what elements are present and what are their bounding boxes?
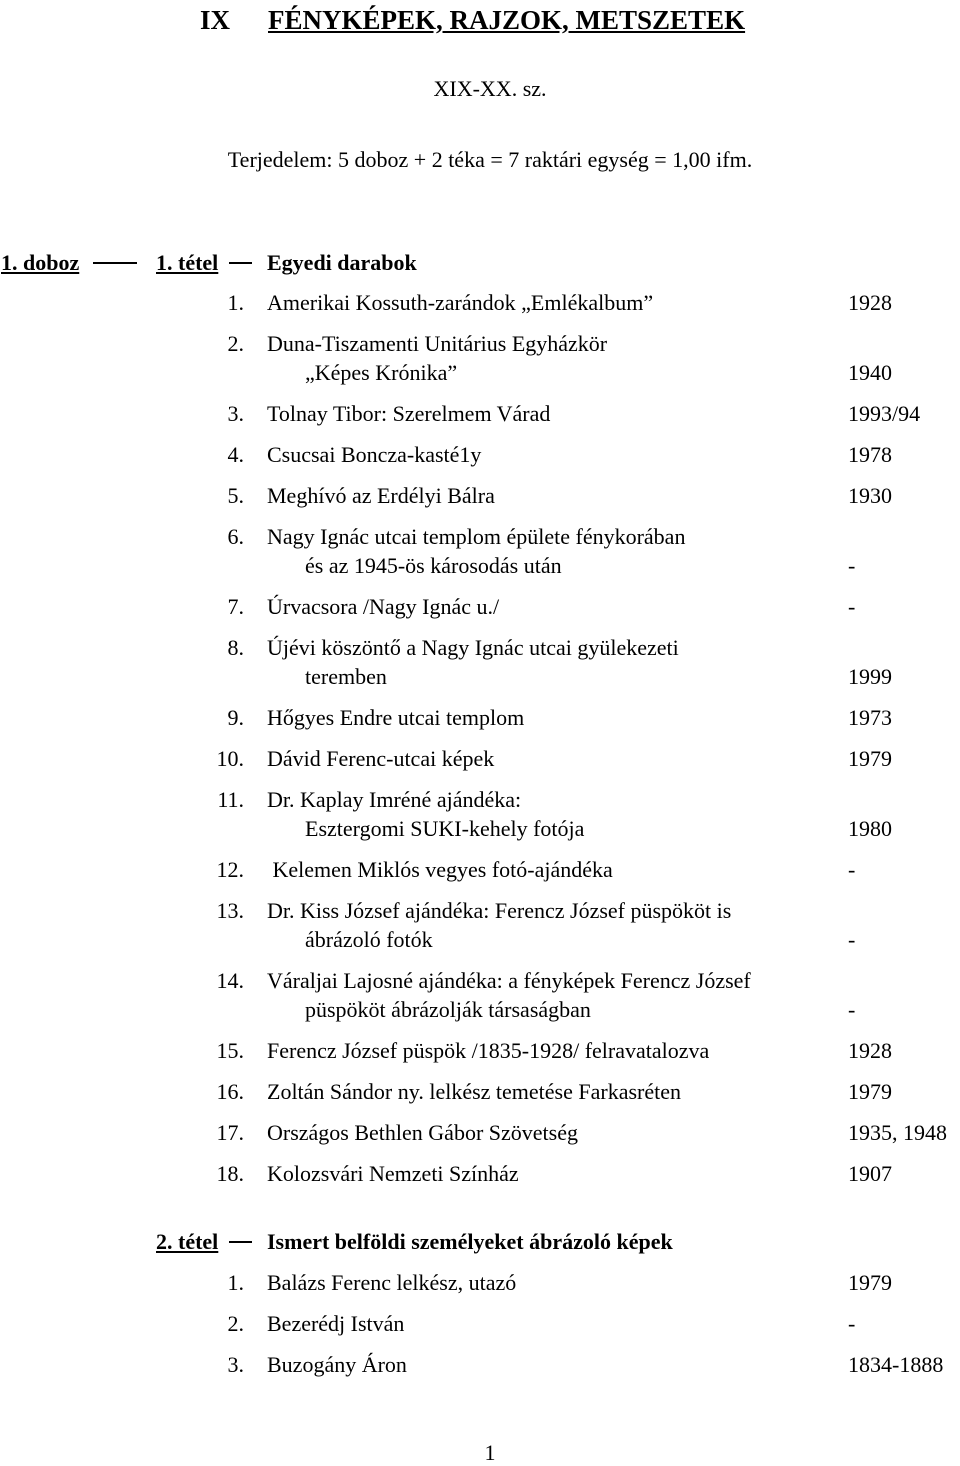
item-year: 1834-1888: [848, 1352, 944, 1377]
item-number: 8.: [227, 635, 244, 660]
item-description: Buzogány Áron: [267, 1352, 407, 1377]
item-description: Újévi köszöntő a Nagy Ignác utcai gyülekezeti: [267, 635, 679, 660]
list-item: [0, 1118, 960, 1147]
item-number: 5.: [227, 483, 244, 508]
list-item: [0, 855, 960, 884]
item-number: 13.: [216, 898, 244, 923]
item-year: 1940: [848, 360, 892, 385]
list-item: [0, 1309, 960, 1338]
item-number: 7.: [227, 594, 244, 619]
item-number: 2.: [227, 1311, 244, 1336]
item-year: 1973: [848, 705, 892, 730]
list-item: [0, 1350, 960, 1379]
item-year: 1993/94: [848, 401, 921, 426]
chapter-title: FÉNYKÉPEK, RAJZOK, METSZETEK: [268, 5, 746, 35]
item-description: Hőgyes Endre utcai templom: [267, 705, 525, 730]
item-number: 1.: [227, 1270, 244, 1295]
item-number: 15.: [216, 1038, 244, 1063]
item-number: 4.: [227, 442, 244, 467]
item-description: „Képes Krónika”: [305, 360, 458, 385]
chapter-heading: [200, 0, 920, 40]
section-title: Egyedi darabok: [267, 250, 417, 275]
section-title: Ismert belföldi személyeket ábrázoló képek: [267, 1229, 673, 1254]
list-item: [0, 481, 960, 510]
item-year: 1980: [848, 816, 892, 841]
item-description: Országos Bethlen Gábor Szövetség: [267, 1120, 578, 1145]
list-item: [0, 633, 960, 691]
section-1-heading: [0, 248, 960, 278]
list-item: [0, 785, 960, 843]
item-description: Tolnay Tibor: Szerelmem Várad: [267, 401, 551, 426]
item-description: Kelemen Miklós vegyes fotó-ajándéka: [267, 857, 613, 882]
lot-label: 1. tétel: [156, 250, 219, 275]
item-description: Zoltán Sándor ny. lelkész temetése Farkasréten: [267, 1079, 681, 1104]
list-item: [0, 966, 960, 1024]
item-number: 1.: [227, 290, 244, 315]
item-year: -: [848, 1311, 856, 1336]
chapter-number: IX: [200, 5, 231, 35]
item-description: ábrázoló fotók: [305, 927, 433, 952]
dash-divider: [229, 1241, 252, 1243]
item-description: Kolozsvári Nemzeti Színház: [267, 1161, 519, 1186]
item-number: 2.: [227, 331, 244, 356]
item-number: 6.: [227, 524, 244, 549]
item-number: 9.: [227, 705, 244, 730]
list-item: [0, 744, 960, 773]
item-description: Duna-Tiszamenti Unitárius Egyházkör: [267, 331, 608, 356]
item-year: 1935, 1948: [848, 1120, 947, 1145]
item-description: Bezerédj István: [267, 1311, 405, 1336]
list-item: [0, 592, 960, 621]
lot-label: 2. tétel: [156, 1229, 219, 1254]
item-description: teremben: [305, 664, 387, 689]
item-description: Balázs Ferenc lelkész, utazó: [267, 1270, 517, 1295]
list-item: [0, 1268, 960, 1297]
list-item: [0, 440, 960, 469]
item-year: -: [848, 594, 856, 619]
item-description: Váraljai Lajosné ajándéka: a fényképek Ferencz József: [267, 968, 751, 993]
item-description: Esztergomi SUKI-kehely fotója: [305, 816, 585, 841]
section-2-heading: [0, 1227, 960, 1257]
item-year: 1907: [848, 1161, 892, 1186]
item-number: 17.: [216, 1120, 244, 1145]
dash-divider: [93, 262, 137, 264]
item-number: 11.: [217, 787, 244, 812]
item-number: 12.: [216, 857, 244, 882]
list-item: [0, 1077, 960, 1106]
item-number: 14.: [216, 968, 244, 993]
item-number: 16.: [216, 1079, 244, 1104]
list-item: [0, 399, 960, 428]
item-description: és az 1945-ös károsodás után: [305, 553, 562, 578]
item-number: 10.: [216, 746, 244, 771]
list-item: [0, 1159, 960, 1188]
item-number: 18.: [216, 1161, 244, 1186]
dash-divider: [229, 262, 252, 264]
list-item: [0, 1036, 960, 1065]
page-number: 1: [484, 1440, 496, 1465]
item-description: Amerikai Kossuth-zarándok „Emlékalbum”: [267, 290, 654, 315]
box-label: 1. doboz: [1, 250, 80, 275]
item-year: 1979: [848, 746, 892, 771]
item-description: Dr. Kaplay Imréné ajándéka:: [267, 787, 522, 812]
century-line: XIX-XX. sz.: [433, 76, 547, 101]
extent-line: Terjedelem: 5 doboz + 2 téka = 7 raktári egység = 1,00 ifm.: [227, 147, 753, 172]
list-item: [0, 288, 960, 317]
item-year: 1999: [848, 664, 892, 689]
list-item: [0, 703, 960, 732]
item-description: Dr. Kiss József ajándéka: Ferencz József püspököt is: [267, 898, 732, 923]
item-year: -: [848, 927, 856, 952]
item-year: -: [848, 553, 856, 578]
item-year: 1978: [848, 442, 892, 467]
item-description: Ferencz József püspök /1835-1928/ felravatalozva: [267, 1038, 710, 1063]
item-number: 3.: [227, 401, 244, 426]
item-year: 1979: [848, 1270, 892, 1295]
item-description: Dávid Ferenc-utcai képek: [267, 746, 495, 771]
item-year: -: [848, 997, 856, 1022]
item-description: Úrvacsora /Nagy Ignác u./: [267, 594, 500, 619]
item-description: Meghívó az Erdélyi Bálra: [267, 483, 495, 508]
item-year: 1928: [848, 1038, 892, 1063]
item-description: püspököt ábrázolják társaságban: [305, 997, 591, 1022]
item-year: -: [848, 857, 856, 882]
list-item: [0, 329, 960, 387]
item-year: 1928: [848, 290, 892, 315]
item-number: 3.: [227, 1352, 244, 1377]
item-year: 1979: [848, 1079, 892, 1104]
item-year: 1930: [848, 483, 892, 508]
item-description: Csucsai Boncza-kasté1y: [267, 442, 482, 467]
list-item: [0, 896, 960, 954]
item-description: Nagy Ignác utcai templom épülete fénykorában: [267, 524, 686, 549]
list-item: [0, 522, 960, 580]
